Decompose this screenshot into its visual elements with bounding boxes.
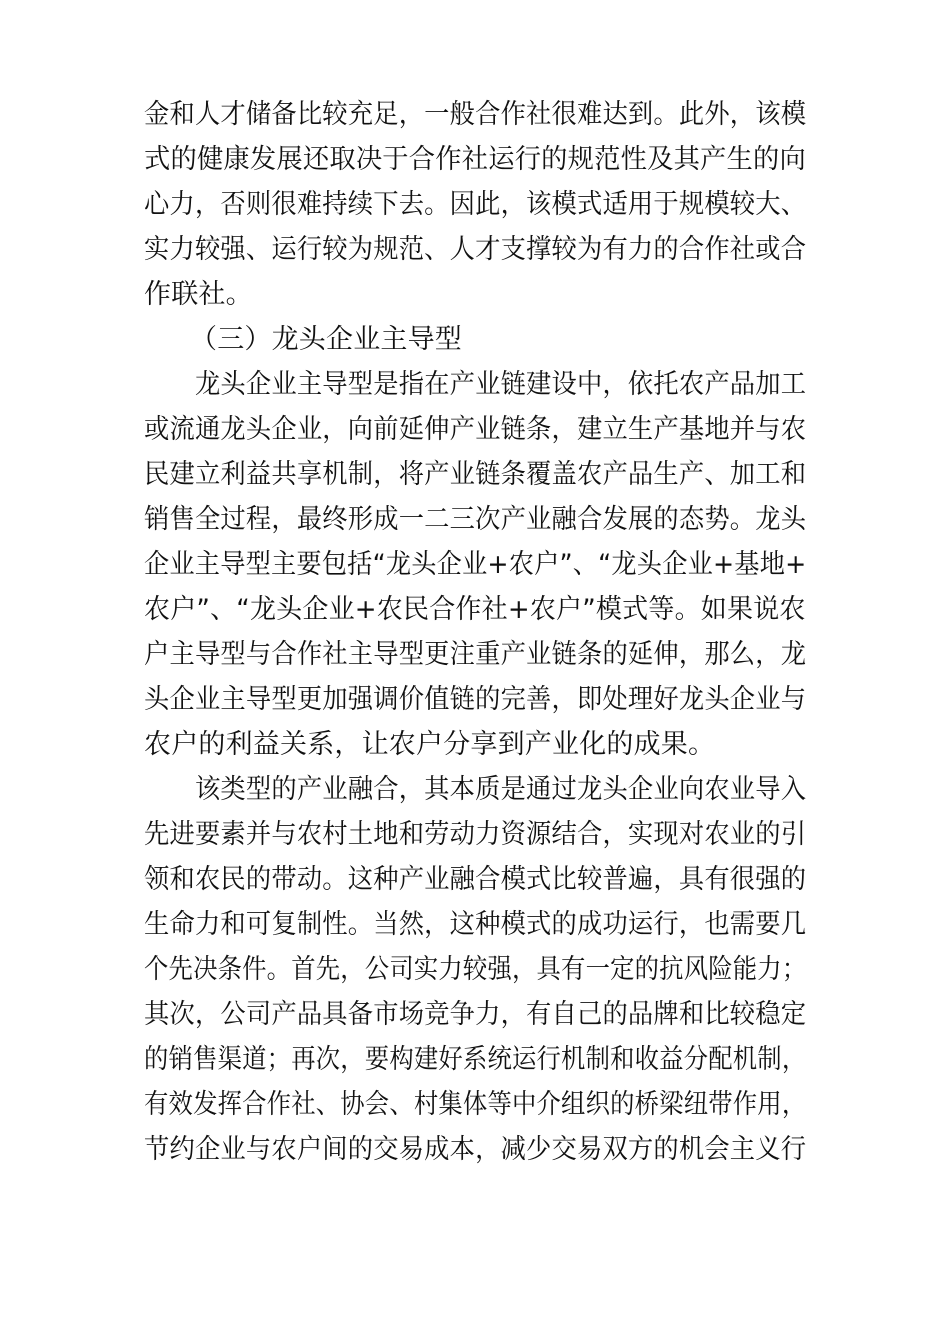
text-line: 心力，否则很难持续下去。因此，该模式适用于规模较大、: [144, 189, 807, 220]
text-line: 作联社。: [144, 279, 253, 310]
text-line: 头企业主导型更加强调价值链的完善，即处理好龙头企业与: [144, 684, 807, 715]
text-line: 农户的利益关系，让农户分享到产业化的成果。: [144, 729, 716, 760]
text-line: 实力较强、运行较为规范、人才支撑较为有力的合作社或合: [144, 234, 807, 265]
text-line: 先进要素并与农村土地和劳动力资源结合，实现对农业的引: [144, 819, 807, 850]
text-line: 户主导型与合作社主导型更注重产业链条的延伸，那么，龙: [144, 639, 807, 670]
text-line: 有效发挥合作社、协会、村集体等中介组织的桥梁纽带作用，: [144, 1089, 807, 1120]
text-line: 个先决条件。首先，公司实力较强，具有一定的抗风险能力；: [144, 954, 807, 985]
text-line: 生命力和可复制性。当然，这种模式的成功运行，也需要几: [144, 909, 807, 940]
section-heading: （三）龙头企业主导型: [190, 324, 462, 355]
text-line: 式的健康发展还取决于合作社运行的规范性及其产生的向: [144, 144, 806, 175]
text-line: 金和人才储备比较充足，一般合作社很难达到。此外，该模: [144, 99, 807, 130]
text-line: 农户”、“龙头企业+农民合作社+农户”模式等。如果说农: [144, 594, 806, 625]
text-line: 民建立利益共享机制，将产业链条覆盖农产品生产、加工和: [144, 459, 807, 490]
text-line: 龙头企业主导型是指在产业链建设中，依托农产品加工: [144, 369, 807, 400]
text-line: 节约企业与农户间的交易成本，减少交易双方的机会主义行: [144, 1134, 807, 1165]
text-line: 的销售渠道；再次，要构建好系统运行机制和收益分配机制，: [144, 1044, 807, 1075]
text-line: 领和农民的带动。这种产业融合模式比较普遍，具有很强的: [144, 864, 807, 895]
text-line: 其次，公司产品具备市场竞争力，有自己的品牌和比较稳定: [144, 999, 807, 1030]
text-line: 或流通龙头企业，向前延伸产业链条，建立生产基地并与农: [144, 414, 807, 445]
text-line: 企业主导型主要包括“龙头企业+农户”、“龙头企业+基地+: [144, 549, 807, 580]
text-line: 销售全过程，最终形成一二三次产业融合发展的态势。龙头: [144, 504, 807, 535]
text-line: 该类型的产业融合，其本质是通过龙头企业向农业导入: [144, 774, 807, 805]
